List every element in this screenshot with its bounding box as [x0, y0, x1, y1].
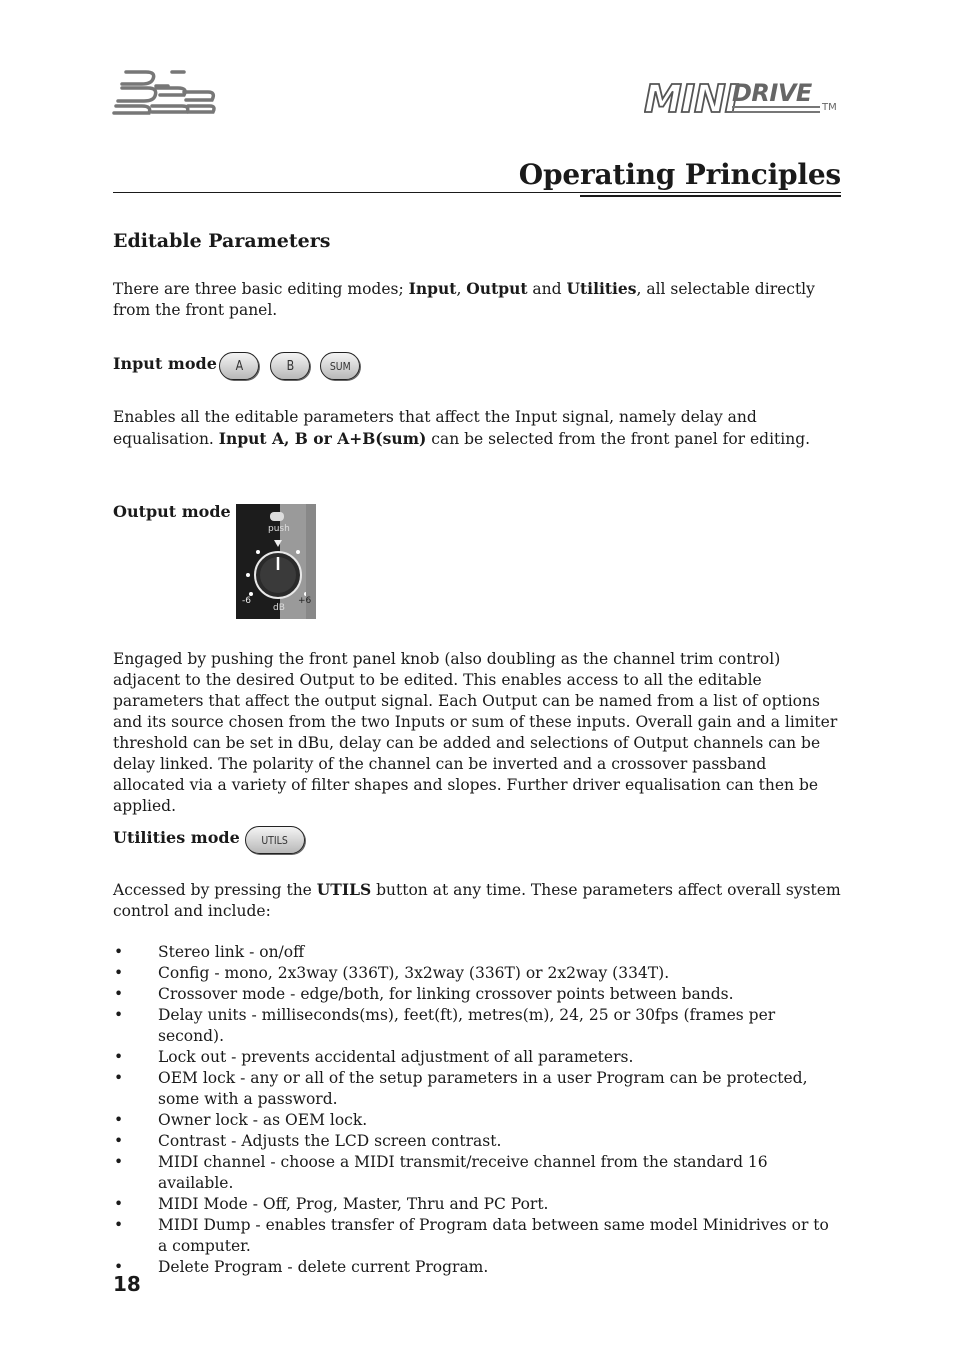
list-item: • Delete Program - delete current Program. — [113, 1257, 833, 1278]
input-mode-heading: Input mode — [113, 354, 217, 373]
output-mode-heading: Output mode — [113, 502, 231, 521]
input-b-button[interactable]: B — [270, 352, 310, 380]
svg-text:MINI: MINI — [644, 77, 738, 118]
svg-text:DRIVE: DRIVE — [732, 79, 812, 107]
list-item: • Stereo link - on/off — [113, 942, 833, 963]
list-item: • MIDI Mode - Off, Prog, Master, Thru and PC Port. — [113, 1194, 833, 1215]
bss-logo-icon — [112, 68, 216, 116]
list-item: • Owner lock - as OEM lock. — [113, 1110, 833, 1131]
page-number: 18 — [113, 1272, 141, 1296]
output-knob-panel — [236, 504, 316, 619]
trademark: TM — [822, 102, 837, 113]
intro-paragraph: There are three basic editing modes; Input, Output and Utilities, all selectable directly from the front panel. — [113, 279, 815, 319]
input-a-button[interactable]: A — [219, 352, 259, 380]
list-item: • Lock out - prevents accidental adjustment of all parameters. — [113, 1047, 833, 1068]
list-item: • OEM lock - any or all of the setup parameters in a user Program can be protected, some with a password. — [113, 1068, 833, 1110]
section-title: Editable Parameters — [113, 230, 331, 252]
knob-min-label: -6 — [242, 596, 251, 606]
list-item: • Crossover mode - edge/both, for linking crossover points between bands. — [113, 984, 833, 1005]
header-rule-thin — [113, 192, 841, 193]
list-item: • Contrast - Adjusts the LCD screen contrast. — [113, 1131, 833, 1152]
utils-button[interactable]: UTILS — [245, 826, 305, 854]
input-sum-button[interactable]: SUM — [320, 352, 360, 380]
knob-max-label: +6 — [298, 596, 312, 606]
input-mode-description: Enables all the editable parameters that affect the Input signal, namely delay and equalisation. Input A, B or A+B(sum) can be selected from the front panel for editing. — [113, 408, 811, 448]
utilities-mode-description: Accessed by pressing the UTILS button at any time. These parameters affect overall system control and include: — [113, 880, 841, 920]
utilities-mode-heading: Utilities mode — [113, 828, 240, 847]
list-item: • Delay units - milliseconds(ms), feet(ft), metres(m), 24, 25 or 30fps (frames per second). — [113, 1005, 833, 1047]
list-item: • MIDI channel - choose a MIDI transmit/receive channel from the standard 16 available. — [113, 1152, 833, 1194]
knob-push-label: push — [268, 524, 290, 534]
minidrive-logo-icon — [644, 76, 844, 118]
utilities-list — [113, 942, 833, 1278]
list-item: • Config - mono, 2x3way (336T), 3x2way (336T) or 2x2way (334T). — [113, 963, 833, 984]
list-item: • MIDI Dump - enables transfer of Program data between same model Minidrives or to a computer. — [113, 1215, 833, 1257]
output-mode-description: Engaged by pushing the front panel knob (also doubling as the channel trim control) adjacent to the desired Output to be edited. This enables access to all the editable parameters that affect the output signal. Each Output can be named from a list of options and its source chosen from the two Inputs or sum of these inputs. Overall gain and a limiter threshold can be set in dBu, delay can be added and selections of Output channels can be delay linked. The polarity of the channel can be inverted and a crossover passband allocated via a variety of filter shapes and slopes. Further driver equalisation can then be applied. — [113, 650, 838, 815]
knob-unit-label: dB — [273, 603, 285, 613]
page-title: Operating Principles — [518, 158, 841, 191]
header-rule-thick — [580, 195, 841, 197]
